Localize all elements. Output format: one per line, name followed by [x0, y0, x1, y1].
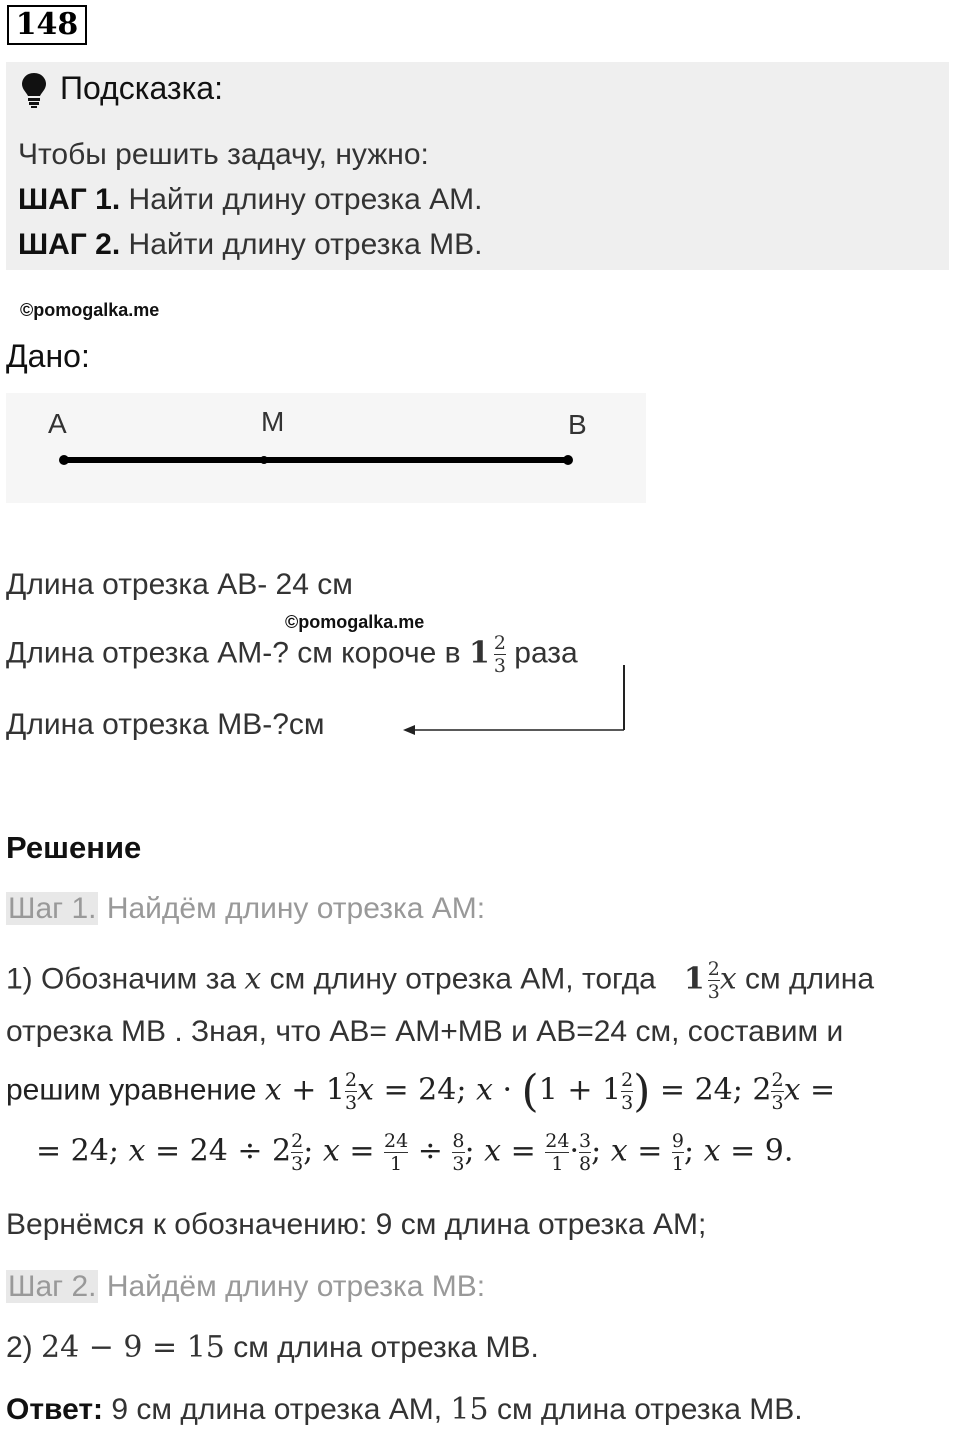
calc-2-expr: 24 − 9 = 15 — [41, 1330, 225, 1365]
watermark-2: ©pomogalka.me — [285, 612, 425, 632]
step-1-heading — [6, 892, 485, 926]
answer-b: см длина отрезка МВ. — [488, 1393, 803, 1426]
given-fraction-den: 3 — [493, 655, 506, 677]
answer-label: Ответ: — [6, 1393, 104, 1426]
para-1-line-2: отрезка МВ . Зная, что АВ= АМ+МВ и АВ=24 см, составим и — [6, 1015, 844, 1048]
given-title: Дано: — [6, 338, 90, 374]
step-1-tag: Шаг 1. — [8, 892, 97, 925]
equation-intro: решим уравнение — [6, 1073, 265, 1107]
label-a: A — [48, 408, 67, 439]
hint-step-1-label: ШАГ 1. — [18, 183, 121, 216]
given-line-3: Длина отрезка МВ-?см — [6, 708, 325, 741]
hint-intro: Чтобы решить задачу, нужно: — [18, 138, 429, 171]
segment-diagram-svg — [6, 393, 646, 503]
point-a — [59, 455, 69, 465]
segment-diagram — [6, 393, 646, 503]
mixed-fraction — [708, 958, 720, 1003]
answer-a: 9 см длина отрезка АМ, — [103, 1393, 451, 1426]
mixed-fraction-num: 2 — [707, 958, 720, 980]
step-1-text: Найдём длину отрезка АМ: — [98, 892, 486, 925]
hint-step-2-text: Найти длину отрезка МВ. — [120, 228, 483, 261]
point-b — [563, 455, 573, 465]
label-b: B — [568, 409, 587, 440]
lightbulb-icon — [20, 71, 48, 109]
back-to-notation: Вернёмся к обозначению: 9 см длина отрезка АМ; — [6, 1208, 707, 1241]
given-line-2-prefix: Длина отрезка АМ-? см короче в — [6, 636, 469, 670]
watermark: ©pomogalka.me — [20, 300, 160, 320]
answer — [6, 1392, 803, 1427]
mixed-fraction-den: 3 — [707, 981, 720, 1003]
hint-step-2 — [18, 228, 483, 262]
equation-line-1: решим уравнение x + 1 $\frac{2}{3}$ x = 24; x · (1 + 1 $\frac{2}{3}$ ) = 24; 2 $\frac{2}{3}$ x = — [6, 1066, 836, 1117]
solution-title: Решение — [6, 830, 142, 865]
para-1-a: 1) Обозначим за — [6, 962, 245, 996]
label-m: M — [261, 406, 285, 437]
answer-num: 15 — [450, 1392, 489, 1427]
hint-step-2-label: ШАГ 2. — [18, 228, 121, 261]
var-x-2: x — [719, 961, 737, 997]
hint-step-1-text: Найти длину отрезка АМ. — [120, 183, 483, 216]
equation-line-2: = 24; x = 24 ÷ 2 $\frac{2}{3}$ ; x = $\frac{24}{1}$ ÷ $\frac{8}{3}$ ; x = $\frac{24}{1}$ · $\frac{3}{8}$ ; x = $\frac{9}{1}$ ; x = 9. — [36, 1130, 794, 1175]
calc-2 — [6, 1330, 539, 1365]
hint-step-1 — [18, 183, 483, 217]
step-2-text: Найдём длину отрезка МВ: — [98, 1270, 486, 1303]
given-line-1: Длина отрезка АВ- 24 см — [6, 568, 353, 601]
step-2-heading — [6, 1270, 485, 1304]
calc-2-prefix: 2) — [6, 1331, 42, 1364]
problem-number: 148 — [7, 5, 87, 45]
bracket-arrow — [395, 660, 635, 745]
given-mixed-whole: 1 — [468, 635, 490, 671]
var-x: x — [244, 961, 262, 997]
para-1-b: см длину отрезка АМ, тогда — [261, 962, 656, 996]
calc-2-suffix: см длина отрезка МВ. — [224, 1331, 539, 1364]
mixed-whole: 1 — [683, 961, 705, 997]
given-line-2-suffix: раза — [505, 636, 578, 670]
given-fraction-num: 2 — [493, 632, 506, 654]
point-m — [260, 456, 268, 464]
step-2-tag: Шаг 2. — [8, 1270, 97, 1303]
para-1-c: см длина — [736, 962, 875, 996]
para-1-line-1 — [6, 958, 874, 1003]
hint-title: Подсказка: — [60, 70, 223, 106]
